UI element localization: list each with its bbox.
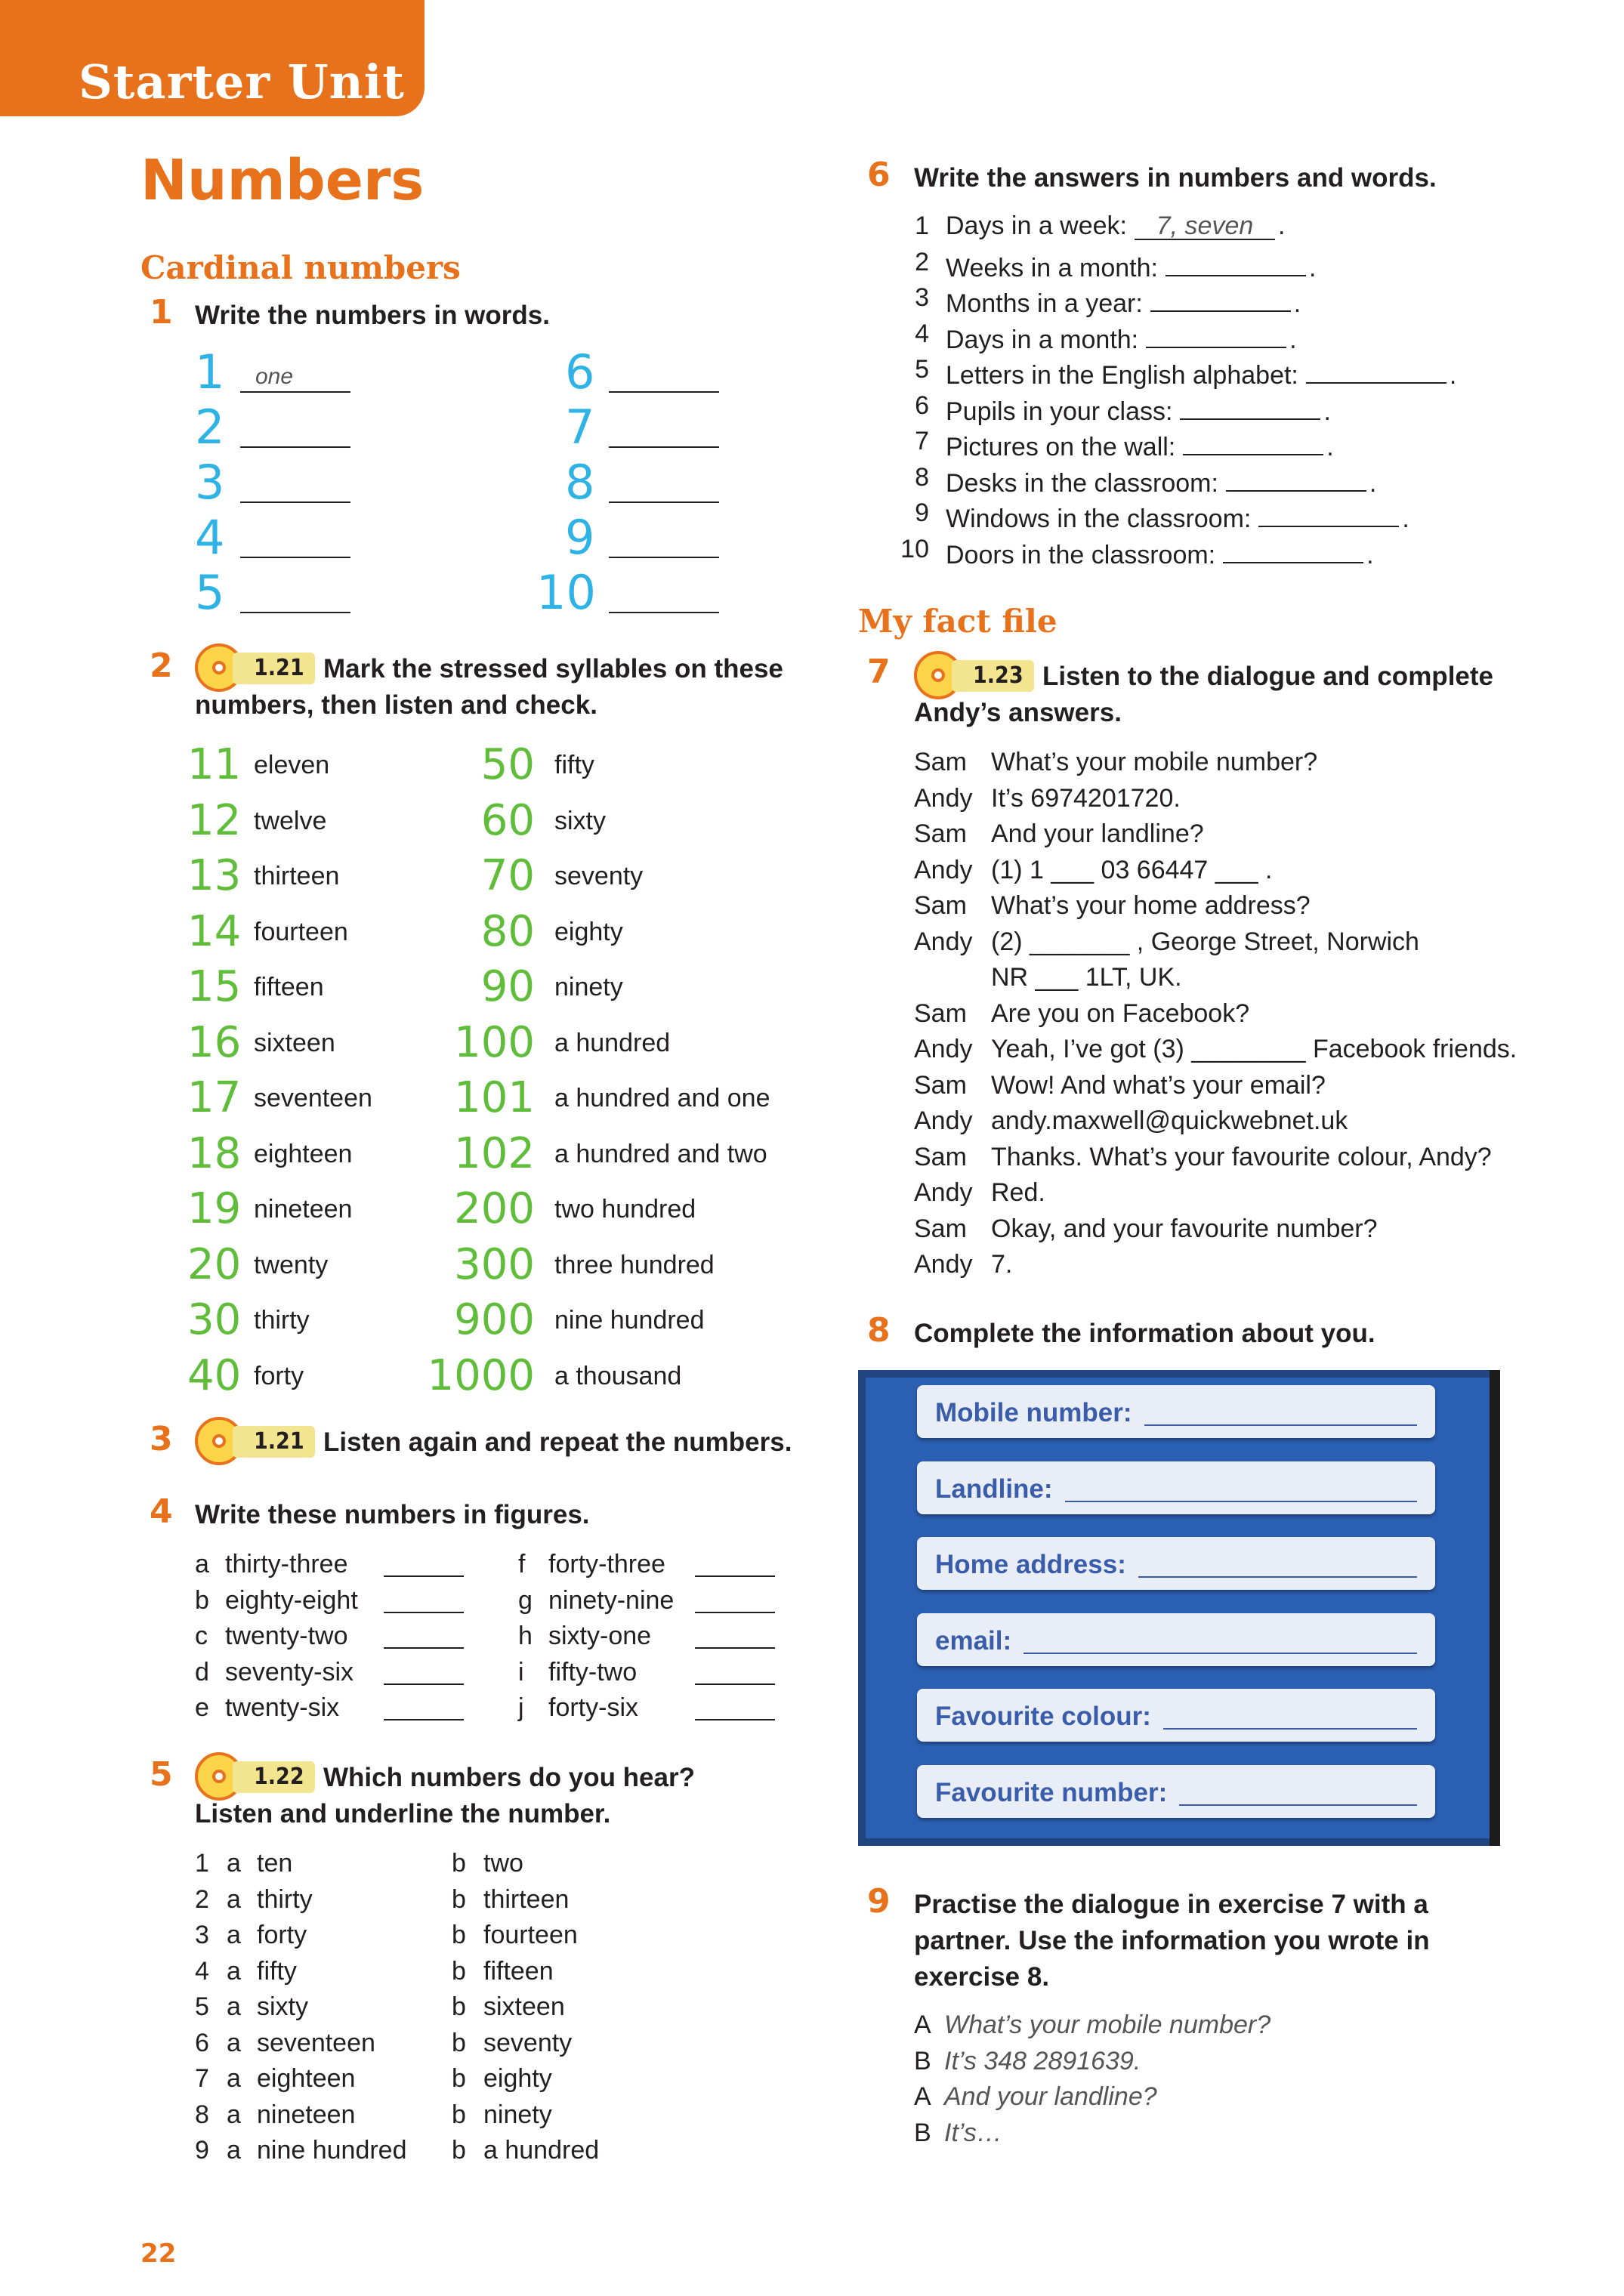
field-input-line[interactable]: [1179, 1804, 1417, 1806]
track-number: 1.21: [233, 1426, 315, 1458]
option-b[interactable]: fifteen: [483, 1956, 554, 1986]
number-digit: 1: [195, 344, 225, 400]
option-letter-a: a: [227, 1956, 241, 1986]
dialogue-line: (2) _______ , George Street, Norwich: [991, 927, 1419, 956]
number-digit: 8: [565, 455, 595, 510]
track-number: 1.23: [952, 660, 1034, 692]
number-word: ninety: [554, 973, 623, 1001]
track-number: 1.22: [233, 1761, 315, 1793]
field-input-line[interactable]: [1163, 1728, 1417, 1730]
item-word: forty-three: [548, 1550, 665, 1578]
item-number: 2: [915, 247, 929, 276]
speaker: Andy: [914, 1035, 973, 1063]
question-text: Days in a week:: [946, 211, 1127, 240]
answer-blank[interactable]: [1180, 388, 1320, 420]
fact-field[interactable]: [917, 1385, 1435, 1438]
item-word: ninety-nine: [548, 1585, 675, 1615]
option-a[interactable]: ten: [257, 1849, 293, 1878]
number-digit: 60: [480, 795, 535, 845]
speaker: Sam: [914, 891, 967, 920]
speaker: A: [914, 2082, 931, 2111]
dialogue-line: Are you on Facebook?: [991, 998, 1250, 1028]
option-letter-b: b: [452, 1849, 466, 1878]
exercise-number: 4: [150, 1492, 173, 1531]
punctuation: .: [1289, 325, 1297, 354]
answer-blank[interactable]: [1150, 280, 1291, 312]
item-word: twenty-two: [225, 1622, 348, 1650]
exercise-instruction: partner. Use the information you wrote in: [914, 1926, 1430, 1955]
number-word: nineteen: [254, 1195, 353, 1224]
item-letter: h: [518, 1622, 533, 1650]
option-b[interactable]: sixteen: [483, 1992, 565, 2021]
exercise-instruction: numbers, then listen and check.: [195, 690, 597, 720]
option-a[interactable]: eighteen: [257, 2064, 356, 2093]
punctuation: .: [1308, 253, 1317, 282]
dialogue-line: It’s 348 2891639.: [944, 2046, 1141, 2075]
dialogue-line: And your landline?: [944, 2082, 1157, 2111]
number-digit: 20: [187, 1239, 242, 1289]
answer-line[interactable]: [695, 1575, 775, 1577]
number-word: thirty: [254, 1306, 310, 1335]
item-letter: d: [195, 1657, 209, 1687]
option-a[interactable]: nine hundred: [257, 2136, 407, 2165]
field-label: Favourite number:: [935, 1777, 1168, 1807]
exercise-instruction: Practise the dialogue in exercise 7 with a: [914, 1890, 1428, 1919]
question-text: Windows in the classroom:: [946, 505, 1252, 533]
item-number: 4: [195, 1956, 209, 1986]
item-word: seventy-six: [225, 1657, 354, 1687]
option-a[interactable]: nineteen: [257, 2100, 356, 2129]
exercise-instruction: Andy’s answers.: [914, 698, 1122, 727]
number-word: two hundred: [554, 1195, 696, 1224]
question-row: [946, 208, 1285, 245]
item-letter: e: [195, 1693, 209, 1722]
page-number: 22: [140, 2239, 177, 2269]
speaker: Sam: [914, 748, 967, 776]
number-digit: 18: [187, 1128, 242, 1178]
number-digit: 17: [187, 1073, 242, 1122]
number-word: seventeen: [254, 1084, 372, 1113]
number-word: three hundred: [554, 1250, 715, 1279]
answer-blank[interactable]: 7, seven: [1135, 208, 1275, 240]
answer-line[interactable]: [695, 1683, 775, 1685]
item-letter: c: [195, 1622, 208, 1650]
number-word: twenty: [254, 1250, 329, 1279]
dialogue-line: And your landline?: [991, 819, 1204, 848]
number-digit: 11: [187, 740, 242, 789]
answer-line[interactable]: [695, 1647, 775, 1649]
option-letter-b: b: [452, 1921, 466, 1949]
number-digit: 80: [480, 906, 535, 956]
number-digit: 200: [454, 1184, 535, 1233]
item-number: 5: [195, 1992, 209, 2021]
item-word: eighty-eight: [225, 1585, 358, 1615]
item-number: 6: [195, 2028, 209, 2057]
number-word: seventy: [554, 862, 644, 890]
punctuation: .: [1402, 505, 1409, 533]
number-word: forty: [254, 1361, 304, 1390]
item-word: sixty-one: [548, 1622, 652, 1650]
option-letter-a: a: [227, 2136, 241, 2165]
speaker: Andy: [914, 855, 973, 884]
field-label: Mobile number:: [935, 1398, 1132, 1427]
item-number: 2: [195, 1884, 209, 1914]
number-digit: 9: [565, 510, 595, 565]
item-word: fifty-two: [548, 1657, 638, 1687]
exercise-instruction: Write the numbers in words.: [195, 301, 550, 330]
answer-line[interactable]: [609, 612, 719, 613]
answer-line[interactable]: [384, 1647, 464, 1649]
exercise-number: 8: [867, 1311, 891, 1350]
item-number: 4: [915, 319, 929, 348]
number-digit: 13: [187, 851, 242, 900]
number-digit: 300: [454, 1239, 535, 1289]
option-letter-a: a: [227, 2028, 241, 2057]
punctuation: .: [1326, 433, 1334, 461]
speaker: Sam: [914, 1142, 967, 1171]
dialogue-line: It’s…: [944, 2118, 1002, 2147]
speaker: Andy: [914, 1250, 973, 1279]
number-digit: 90: [480, 962, 535, 1011]
option-letter-a: a: [227, 1992, 241, 2021]
item-number: 7: [915, 427, 929, 455]
option-a[interactable]: forty: [257, 1921, 307, 1949]
option-b[interactable]: ninety: [483, 2100, 552, 2129]
punctuation: .: [1293, 289, 1301, 318]
speaker: B: [914, 2046, 931, 2075]
exercise-instruction: exercise 8.: [914, 1962, 1050, 1992]
number-word: a hundred: [554, 1028, 671, 1057]
item-number: 9: [195, 2136, 209, 2165]
item-letter: b: [195, 1585, 209, 1615]
speaker: Sam: [914, 819, 967, 848]
question-text: Letters in the English alphabet:: [946, 361, 1298, 390]
track-number: 1.21: [233, 653, 315, 684]
speaker: Andy: [914, 1106, 973, 1135]
number-digit: 4: [195, 510, 225, 565]
item-number: 1: [195, 1849, 209, 1878]
exercise-instruction: Mark the stressed syllables on these: [323, 654, 783, 684]
answer-line[interactable]: [695, 1719, 775, 1720]
section-heading-fact-file: My fact file: [858, 603, 1057, 640]
dialogue-line: (1) 1 ___ 03 66447 ___ .: [991, 855, 1273, 884]
dialogue-line: It’s 6974201720.: [991, 783, 1181, 813]
number-digit: 14: [187, 906, 242, 956]
number-word: eighty: [554, 917, 623, 946]
item-letter: j: [518, 1693, 524, 1722]
item-number: 9: [915, 498, 929, 527]
field-label: Favourite colour:: [935, 1702, 1151, 1731]
answer-line[interactable]: [240, 557, 350, 558]
option-b[interactable]: thirteen: [483, 1884, 570, 1914]
item-word: twenty-six: [225, 1693, 340, 1722]
answer-line[interactable]: [384, 1719, 464, 1720]
speaker: Andy: [914, 927, 973, 956]
option-letter-b: b: [452, 1884, 466, 1914]
exercise-instruction: Write these numbers in figures.: [195, 1500, 590, 1529]
speaker: B: [914, 2118, 931, 2147]
speaker: Sam: [914, 1070, 967, 1100]
answer-line[interactable]: [240, 446, 350, 448]
number-digit: 900: [454, 1295, 535, 1344]
number-digit: 15: [187, 962, 242, 1011]
answer-line[interactable]: [384, 1683, 464, 1685]
dialogue-line: Thanks. What’s your favourite colour, Andy?: [991, 1142, 1492, 1171]
number-digit: 50: [480, 740, 535, 789]
answer-blank[interactable]: [1223, 532, 1363, 563]
option-letter-b: b: [452, 2100, 466, 2129]
option-a[interactable]: seventeen: [257, 2028, 375, 2057]
item-number: 6: [915, 390, 929, 420]
dialogue-line: Wow! And what’s your email?: [991, 1070, 1326, 1100]
field-input-line[interactable]: [1065, 1501, 1417, 1502]
number-digit: 2: [195, 400, 225, 455]
exercise-instruction: Complete the information about you.: [914, 1319, 1375, 1348]
punctuation: .: [1369, 468, 1377, 498]
number-digit: 16: [187, 1017, 242, 1067]
dialogue-line: andy.maxwell@quickwebnet.uk: [991, 1106, 1348, 1135]
dialogue-line: NR ___ 1LT, UK.: [991, 963, 1182, 992]
item-letter: g: [518, 1585, 533, 1615]
answer-blank[interactable]: [1166, 245, 1306, 276]
panel-edge: [1490, 1370, 1500, 1846]
option-a[interactable]: fifty: [257, 1956, 297, 1986]
fact-field[interactable]: [917, 1689, 1435, 1742]
item-number: 5: [915, 355, 929, 384]
exercise-instruction: Write the answers in numbers and words.: [914, 163, 1437, 193]
exercise-number: 5: [150, 1755, 173, 1794]
dialogue-line: 7.: [991, 1250, 1013, 1279]
exercise-instruction: Listen and underline the number.: [195, 1799, 611, 1828]
number-word: eighteen: [254, 1139, 353, 1168]
option-letter-b: b: [452, 1992, 466, 2021]
exercise-number: 1: [150, 293, 173, 332]
question-text: Desks in the classroom:: [946, 468, 1218, 498]
item-word: forty-six: [548, 1693, 638, 1722]
number-digit: 7: [565, 400, 595, 455]
option-b[interactable]: seventy: [483, 2028, 573, 2057]
option-letter-a: a: [227, 1921, 241, 1949]
question-text: Pupils in your class:: [946, 397, 1173, 426]
item-number: 7: [195, 2064, 209, 2093]
answer-blank[interactable]: [1226, 460, 1366, 492]
exercise-number: 2: [150, 647, 173, 685]
number-word: sixty: [554, 806, 606, 835]
fact-field[interactable]: [917, 1613, 1435, 1666]
answer-blank[interactable]: [1146, 316, 1286, 348]
item-letter: i: [518, 1657, 524, 1687]
option-letter-b: b: [452, 2028, 466, 2057]
fact-field[interactable]: [917, 1537, 1435, 1590]
answer-blank[interactable]: [1183, 424, 1323, 455]
option-letter-a: a: [227, 2064, 241, 2093]
question-text: Days in a month:: [946, 325, 1139, 354]
item-number: 3: [915, 283, 929, 312]
punctuation: .: [1323, 397, 1331, 426]
option-a[interactable]: thirty: [257, 1884, 313, 1914]
number-digit: 10: [536, 565, 596, 620]
option-letter-b: b: [452, 2136, 466, 2165]
item-number: 8: [915, 462, 929, 492]
number-word: sixteen: [254, 1028, 335, 1057]
speaker: Sam: [914, 998, 967, 1028]
item-letter: f: [518, 1550, 526, 1578]
answer-blank[interactable]: [1258, 495, 1399, 527]
item-number: 10: [900, 534, 929, 563]
speaker: Sam: [914, 1214, 967, 1243]
dialogue-line: What’s your mobile number?: [991, 748, 1318, 776]
answer-line[interactable]: [384, 1612, 464, 1613]
dialogue-line: What’s your home address?: [991, 891, 1311, 920]
exercise-number: 3: [150, 1420, 173, 1458]
fact-field[interactable]: [917, 1765, 1435, 1818]
number-word: nine hundred: [554, 1306, 705, 1335]
unit-title: Starter Unit: [79, 54, 405, 110]
fact-field[interactable]: [917, 1461, 1435, 1514]
exercise-instruction: Which numbers do you hear?: [323, 1763, 695, 1792]
question-text: Pictures on the wall:: [946, 433, 1176, 461]
option-letter-a: a: [227, 1884, 241, 1914]
number-word: a thousand: [554, 1361, 682, 1390]
field-label: Landline:: [935, 1474, 1053, 1504]
number-word: fourteen: [254, 917, 348, 946]
option-letter-a: a: [227, 2100, 241, 2129]
punctuation: .: [1366, 540, 1374, 569]
page-title: Numbers: [140, 148, 425, 213]
answer-line[interactable]: [384, 1575, 464, 1577]
item-letter: a: [195, 1550, 209, 1578]
option-b[interactable]: fourteen: [483, 1921, 578, 1949]
answer-line[interactable]: [240, 501, 350, 503]
number-word: fifteen: [254, 973, 324, 1001]
answer-line[interactable]: [609, 446, 719, 448]
item-number: 3: [195, 1921, 209, 1949]
number-word: eleven: [254, 751, 330, 779]
question-text: Weeks in a month:: [946, 253, 1158, 282]
number-digit: 5: [195, 565, 225, 620]
number-digit: 12: [187, 795, 242, 845]
exercise-number: 7: [867, 653, 891, 691]
exercise-instruction: Listen again and repeat the numbers.: [323, 1427, 792, 1457]
exercise-instruction: Listen to the dialogue and complete: [1042, 662, 1493, 691]
option-a[interactable]: sixty: [257, 1992, 308, 2021]
number-word: a hundred and one: [554, 1084, 770, 1113]
option-letter-a: a: [227, 1849, 241, 1878]
option-letter-b: b: [452, 2064, 466, 2093]
punctuation: .: [1449, 361, 1457, 390]
field-input-line[interactable]: [1144, 1424, 1417, 1426]
answer-line[interactable]: [240, 612, 350, 613]
option-b[interactable]: eighty: [483, 2064, 552, 2093]
item-number: 8: [195, 2100, 209, 2129]
number-digit: 30: [187, 1295, 242, 1344]
field-input-line[interactable]: [1023, 1653, 1417, 1654]
dialogue-line: Okay, and your favourite number?: [991, 1214, 1378, 1243]
question-row: [946, 532, 1374, 574]
option-b[interactable]: two: [483, 1849, 523, 1878]
answer-line[interactable]: [609, 501, 719, 503]
number-word: thirteen: [254, 862, 340, 890]
number-digit: 1000: [427, 1350, 535, 1400]
item-number: 1: [915, 211, 929, 240]
item-word: thirty-three: [225, 1550, 348, 1578]
field-input-line[interactable]: [1138, 1576, 1417, 1578]
answer-line[interactable]: [240, 391, 350, 393]
answer-line[interactable]: [609, 557, 719, 558]
option-letter-b: b: [452, 1956, 466, 1986]
exercise-number: 9: [867, 1882, 891, 1921]
question-text: Months in a year:: [946, 289, 1143, 318]
number-digit: 102: [454, 1128, 535, 1178]
answer-line[interactable]: [609, 391, 719, 393]
question-text: Doors in the classroom:: [946, 540, 1216, 569]
number-digit: 40: [187, 1350, 242, 1400]
number-word: twelve: [254, 806, 327, 835]
number-digit: 6: [565, 344, 595, 400]
number-digit: 100: [454, 1017, 535, 1067]
speaker: Andy: [914, 1178, 973, 1207]
field-label: email:: [935, 1625, 1012, 1656]
section-heading-cardinal: Cardinal numbers: [140, 249, 461, 286]
answer-text: one: [255, 364, 294, 389]
speaker: Andy: [914, 783, 973, 813]
dialogue-line: What’s your mobile number?: [944, 2011, 1271, 2039]
number-digit: 19: [187, 1184, 242, 1233]
number-digit: 3: [195, 455, 225, 510]
speaker: A: [914, 2011, 931, 2039]
field-label: Home address:: [935, 1550, 1126, 1579]
number-word: a hundred and two: [554, 1139, 767, 1168]
answer-blank[interactable]: [1306, 352, 1446, 384]
answer-line[interactable]: [695, 1612, 775, 1613]
number-word: fifty: [554, 751, 594, 779]
dialogue-line: Red.: [991, 1178, 1045, 1207]
option-b[interactable]: a hundred: [483, 2136, 600, 2165]
exercise-number: 6: [867, 156, 891, 194]
number-digit: 70: [480, 851, 535, 900]
dialogue-line: Yeah, I’ve got (3) ________ Facebook friends.: [991, 1035, 1517, 1063]
punctuation: .: [1278, 211, 1286, 240]
number-digit: 101: [454, 1073, 535, 1122]
